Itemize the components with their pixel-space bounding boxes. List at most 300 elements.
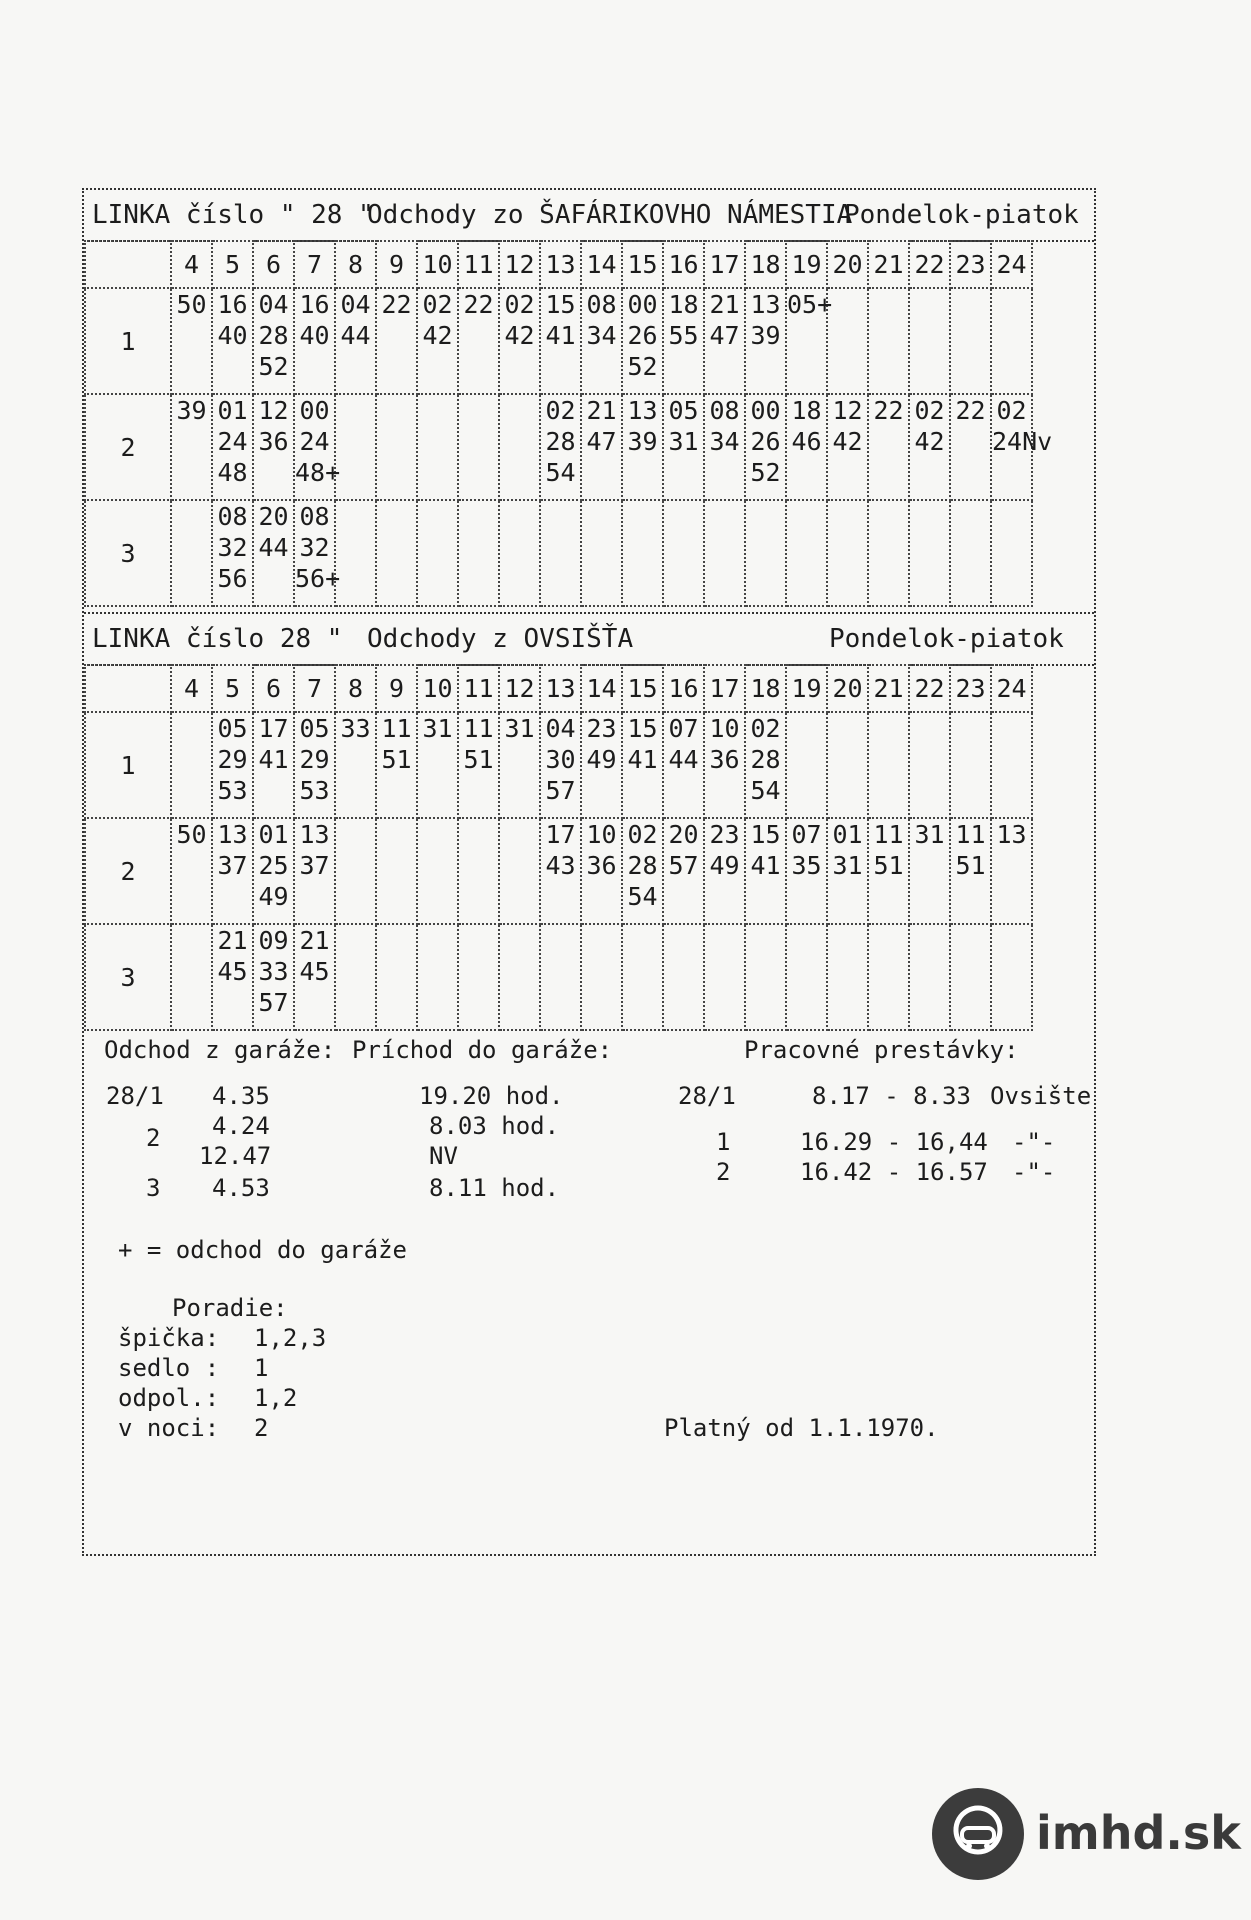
departure-minute: 13 xyxy=(627,396,658,425)
course-label: 1 xyxy=(85,288,171,394)
course-label: 1 xyxy=(85,712,171,818)
garage-out-label: Odchod z garáže: xyxy=(104,1036,336,1064)
departure-minute: 11 xyxy=(463,714,494,743)
departure-minute: 08 xyxy=(709,396,740,425)
departure-minute: 26 xyxy=(750,427,781,456)
departure-minute: 39 xyxy=(627,427,658,456)
course-row xyxy=(85,712,1032,818)
departure-minute: 54 xyxy=(750,776,781,805)
departure-minute: 00 xyxy=(750,396,781,425)
bus-logo-icon xyxy=(932,1788,1024,1880)
garage-out-time: 4.24 xyxy=(212,1112,270,1140)
hour-header: 20 xyxy=(827,665,868,712)
departure-cell xyxy=(786,712,827,818)
departure-minute: 32 xyxy=(217,533,248,562)
departure-minute: 45 xyxy=(217,957,248,986)
departure-cell xyxy=(212,500,253,606)
course-row xyxy=(85,394,1032,500)
departure-minute: 02 xyxy=(750,714,781,743)
departure-cell xyxy=(827,394,868,500)
departure-minute: 47 xyxy=(709,321,740,350)
garage-route: 28/1 xyxy=(106,1082,164,1110)
departure-cell xyxy=(663,288,704,394)
hour-header: 23 xyxy=(950,665,991,712)
departure-cell xyxy=(212,712,253,818)
garage-route: 2 xyxy=(146,1124,161,1152)
departure-cell xyxy=(294,288,335,394)
departure-minute: 51 xyxy=(463,745,494,774)
departure-cell xyxy=(540,500,581,606)
departure-cell xyxy=(950,288,991,394)
breaks-label: Pracovné prestávky: xyxy=(744,1036,1019,1064)
departure-minute: 31 xyxy=(832,851,863,880)
departure-cell xyxy=(376,500,417,606)
departure-minute: 16 xyxy=(299,290,330,319)
departure-minute: 42 xyxy=(832,427,863,456)
departure-cell xyxy=(376,924,417,1030)
departure-minute: 55 xyxy=(668,321,699,350)
departure-minute: 13 xyxy=(750,290,781,319)
order-label: špička: xyxy=(118,1324,220,1352)
break-time: 16.42 - 16.57 xyxy=(800,1158,988,1186)
garage-out-time: 4.35 xyxy=(212,1082,270,1110)
hour-header: 9 xyxy=(376,665,417,712)
hour-header: 18 xyxy=(745,241,786,288)
departure-minute: 32 xyxy=(299,533,330,562)
departure-cell xyxy=(704,924,745,1030)
course-label: 3 xyxy=(85,924,171,1030)
departure-minute: 02 xyxy=(422,290,453,319)
break-place: Ovsište xyxy=(990,1082,1092,1110)
departure-cell xyxy=(581,924,622,1030)
departure-cell xyxy=(417,818,458,924)
departure-minute: 08 xyxy=(217,502,248,531)
hour-header: 19 xyxy=(786,241,827,288)
departure-minute: 05 xyxy=(668,396,699,425)
departure-minute: 15 xyxy=(627,714,658,743)
departure-minute: 29 xyxy=(217,745,248,774)
hour-header: 10 xyxy=(417,665,458,712)
departure-minute: 07 xyxy=(668,714,699,743)
departure-minute: 04 xyxy=(545,714,576,743)
departure-cell xyxy=(786,924,827,1030)
timetable-ovsiste xyxy=(84,664,1033,1031)
timetable-safarikovo xyxy=(84,240,1053,607)
hour-header: 5 xyxy=(212,665,253,712)
departure-cell xyxy=(540,288,581,394)
departure-cell xyxy=(868,712,909,818)
garage-out-time: 4.53 xyxy=(212,1174,270,1202)
departure-cell xyxy=(417,712,458,818)
imhd-logo xyxy=(932,1788,1241,1880)
departure-cell xyxy=(950,818,991,924)
hour-header: 23 xyxy=(950,241,991,288)
departure-cell xyxy=(581,394,622,500)
departure-minute: 47 xyxy=(586,427,617,456)
departure-cell xyxy=(294,394,341,500)
departure-cell xyxy=(499,500,540,606)
hour-header: 14 xyxy=(581,241,622,288)
departure-cell xyxy=(622,712,663,818)
departure-minute: 12 xyxy=(258,396,289,425)
departure-minute: 36 xyxy=(586,851,617,880)
departure-cell xyxy=(540,712,581,818)
line-label: LINKA číslo 28 " xyxy=(92,624,343,654)
break-time: 8.17 - 8.33 xyxy=(812,1082,971,1110)
hour-header: 11 xyxy=(458,241,499,288)
departure-cell xyxy=(212,288,253,394)
hour-header: 6 xyxy=(253,665,294,712)
departure-cell xyxy=(950,924,991,1030)
departure-minute: 01 xyxy=(258,820,289,849)
watermark-text: imhd.sk xyxy=(1036,1806,1241,1860)
garage-in-time: 8.11 hod. xyxy=(429,1174,560,1202)
hour-header: 5 xyxy=(212,241,253,288)
departure-minute: 34 xyxy=(586,321,617,350)
departure-minute: 11 xyxy=(873,820,904,849)
departure-cell xyxy=(622,818,663,924)
order-value: 2 xyxy=(254,1414,269,1442)
hour-header: 12 xyxy=(499,665,540,712)
departure-minute: 54 xyxy=(545,458,576,487)
departure-cell xyxy=(704,712,745,818)
days-label: Pondelok-piatok xyxy=(844,200,1079,230)
hour-header: 7 xyxy=(294,241,335,288)
departure-cell xyxy=(868,394,909,500)
departure-cell xyxy=(622,394,663,500)
departure-cell xyxy=(458,712,499,818)
departure-minute: 41 xyxy=(545,321,576,350)
departures-title: Odchody zo ŠAFÁRIKOVHO NÁMESTIA xyxy=(367,200,853,230)
departure-minute: 46 xyxy=(791,427,822,456)
hour-header: 14 xyxy=(581,665,622,712)
departure-minute: 28 xyxy=(258,321,289,350)
departure-cell xyxy=(909,500,950,606)
break-route: 1 xyxy=(716,1128,731,1156)
departure-minute: 44 xyxy=(340,321,371,350)
departure-cell xyxy=(868,818,909,924)
departure-cell xyxy=(253,818,294,924)
departure-minute: 57 xyxy=(258,988,289,1017)
order-value: 1,2,3 xyxy=(254,1324,327,1352)
departure-cell xyxy=(868,288,909,394)
departure-cell xyxy=(294,500,341,606)
order-value: 1,2 xyxy=(254,1384,298,1412)
hour-header: 7 xyxy=(294,665,335,712)
departure-cell xyxy=(991,818,1032,924)
departure-cell xyxy=(417,924,458,1030)
departure-cell xyxy=(786,288,833,394)
hour-header: 13 xyxy=(540,241,581,288)
order-value: 1 xyxy=(254,1354,269,1382)
departure-cell xyxy=(663,818,704,924)
departure-minute: 02 xyxy=(627,820,658,849)
departure-cell xyxy=(909,288,950,394)
hour-header: 6 xyxy=(253,241,294,288)
departure-minute: 37 xyxy=(217,851,248,880)
departure-cell xyxy=(745,288,786,394)
hour-header: 24 xyxy=(991,665,1032,712)
departure-minute: 20 xyxy=(258,502,289,531)
departure-cell xyxy=(335,818,376,924)
departure-minute: 02 xyxy=(545,396,576,425)
departure-cell xyxy=(950,500,991,606)
departure-cell xyxy=(991,394,1053,500)
departure-minute: 41 xyxy=(750,851,781,880)
departure-minute: 24 xyxy=(299,427,330,456)
departure-cell xyxy=(458,924,499,1030)
departure-minute: 42 xyxy=(422,321,453,350)
hour-header: 13 xyxy=(540,665,581,712)
hour-header: 17 xyxy=(704,665,745,712)
departure-minute: 52 xyxy=(258,352,289,381)
departure-minute: 51 xyxy=(955,851,986,880)
garage-in-time: 19.20 hod. xyxy=(419,1082,564,1110)
departure-minute: 37 xyxy=(299,851,330,880)
departure-cell xyxy=(499,394,540,500)
departure-minute: 18 xyxy=(791,396,822,425)
departure-cell xyxy=(212,924,253,1030)
departure-cell xyxy=(376,394,417,500)
departure-minute: 50 xyxy=(176,820,207,849)
departure-cell xyxy=(540,394,581,500)
header-corner xyxy=(85,241,171,288)
departure-minute: 13 xyxy=(996,820,1027,849)
departure-minute: 10 xyxy=(586,820,617,849)
departure-cell xyxy=(540,924,581,1030)
departure-minute: 02 xyxy=(914,396,945,425)
departure-cell xyxy=(704,288,745,394)
departure-cell xyxy=(171,924,212,1030)
departure-minute: 04 xyxy=(258,290,289,319)
order-label: v noci: xyxy=(118,1414,220,1442)
hour-header: 12 xyxy=(499,241,540,288)
departure-cell xyxy=(663,500,704,606)
hour-header: 15 xyxy=(622,241,663,288)
departure-cell xyxy=(294,924,335,1030)
departure-cell xyxy=(704,394,745,500)
departure-minute: 48 xyxy=(217,458,248,487)
departure-minute: 49 xyxy=(586,745,617,774)
departure-minute: 22 xyxy=(381,290,412,319)
garage-out-time: 12.47 xyxy=(199,1142,272,1170)
departure-cell xyxy=(171,288,212,394)
departure-minute: 53 xyxy=(299,776,330,805)
departure-cell xyxy=(581,712,622,818)
departure-cell xyxy=(909,712,950,818)
departure-cell xyxy=(827,924,868,1030)
break-route: 28/1 xyxy=(678,1082,736,1110)
departure-minute: 04 xyxy=(340,290,371,319)
departure-cell xyxy=(622,288,663,394)
legend: + = odchod do garáže xyxy=(118,1236,407,1264)
order-label: sedlo : xyxy=(118,1354,220,1382)
departure-minute: 09 xyxy=(258,926,289,955)
departure-minute: 53 xyxy=(217,776,248,805)
hour-header: 8 xyxy=(335,665,376,712)
departure-cell xyxy=(335,288,376,394)
departure-minute: 00 xyxy=(299,396,330,425)
hour-header: 20 xyxy=(827,241,868,288)
departure-minute: 18 xyxy=(668,290,699,319)
departure-minute: 11 xyxy=(955,820,986,849)
departure-cell xyxy=(171,394,212,500)
departure-cell xyxy=(417,394,458,500)
departure-cell xyxy=(786,818,827,924)
hour-header: 9 xyxy=(376,241,417,288)
departure-minute: 34 xyxy=(709,427,740,456)
departure-minute: 56 xyxy=(217,564,248,593)
departure-cell xyxy=(335,394,376,500)
hour-header: 22 xyxy=(909,241,950,288)
departure-minute: 44 xyxy=(668,745,699,774)
hour-header: 21 xyxy=(868,241,909,288)
departure-minute: 15 xyxy=(545,290,576,319)
departure-minute: 10 xyxy=(709,714,740,743)
departure-cell xyxy=(417,500,458,606)
departure-cell xyxy=(991,500,1032,606)
departure-minute: 22 xyxy=(463,290,494,319)
break-time: 16.29 - 16,44 xyxy=(800,1128,988,1156)
departure-minute: 42 xyxy=(914,427,945,456)
departure-cell xyxy=(499,924,540,1030)
hour-header: 4 xyxy=(171,241,212,288)
departure-cell xyxy=(868,924,909,1030)
footer xyxy=(84,1036,1094,1536)
departure-minute: 13 xyxy=(299,820,330,849)
course-row xyxy=(85,924,1032,1030)
departure-minute: 56+ xyxy=(295,564,341,593)
departure-minute: 35 xyxy=(791,851,822,880)
departure-cell xyxy=(253,288,294,394)
departure-cell xyxy=(253,394,294,500)
departure-cell xyxy=(499,288,540,394)
departure-minute: 15 xyxy=(750,820,781,849)
departure-cell xyxy=(335,500,376,606)
departure-minute: 01 xyxy=(217,396,248,425)
departure-minute: 22 xyxy=(873,396,904,425)
departure-minute: 31 xyxy=(914,820,945,849)
course-label: 2 xyxy=(85,394,171,500)
departure-minute: 21 xyxy=(709,290,740,319)
departure-minute: 51 xyxy=(381,745,412,774)
hour-header: 24 xyxy=(991,241,1032,288)
departure-cell xyxy=(499,712,540,818)
departure-minute: 48+ xyxy=(295,458,341,487)
departure-cell xyxy=(458,818,499,924)
order-label: odpol.: xyxy=(118,1384,220,1412)
departure-cell xyxy=(335,924,376,1030)
departure-cell xyxy=(171,712,212,818)
departure-minute: 52 xyxy=(627,352,658,381)
departure-minute: 45 xyxy=(299,957,330,986)
departure-cell xyxy=(909,924,950,1030)
departure-minute: 08 xyxy=(299,502,330,531)
departure-cell xyxy=(950,394,991,500)
hour-header: 18 xyxy=(745,665,786,712)
hour-header: 21 xyxy=(868,665,909,712)
departure-cell xyxy=(786,394,827,500)
departure-cell xyxy=(950,712,991,818)
departure-cell xyxy=(581,288,622,394)
departure-cell xyxy=(909,818,950,924)
departure-cell xyxy=(663,394,704,500)
departure-cell xyxy=(991,924,1032,1030)
departure-cell xyxy=(868,500,909,606)
departure-minute: 05 xyxy=(217,714,248,743)
departure-cell xyxy=(376,288,417,394)
departure-cell xyxy=(745,818,786,924)
departure-minute: 36 xyxy=(709,745,740,774)
departure-cell xyxy=(745,712,786,818)
departure-minute: 40 xyxy=(299,321,330,350)
departure-minute: 31 xyxy=(668,427,699,456)
hour-header: 16 xyxy=(663,241,704,288)
departure-minute: 02 xyxy=(996,396,1027,425)
departure-cell xyxy=(704,500,745,606)
section-header-1 xyxy=(84,190,1094,242)
departure-minute: 05+ xyxy=(787,290,833,319)
departure-minute: 17 xyxy=(258,714,289,743)
departure-cell xyxy=(253,924,294,1030)
departure-cell xyxy=(294,712,335,818)
garage-in-label: Príchod do garáže: xyxy=(352,1036,613,1064)
departure-minute: 26 xyxy=(627,321,658,350)
departure-cell xyxy=(171,818,212,924)
hour-header: 4 xyxy=(171,665,212,712)
departure-minute: 50 xyxy=(176,290,207,319)
departure-minute: 43 xyxy=(545,851,576,880)
departure-minute: 05 xyxy=(299,714,330,743)
departure-cell xyxy=(991,712,1032,818)
departure-minute: 17 xyxy=(545,820,576,849)
departure-cell xyxy=(417,288,458,394)
hour-header: 15 xyxy=(622,665,663,712)
header-corner xyxy=(85,665,171,712)
departure-cell xyxy=(212,394,253,500)
departure-minute: 51 xyxy=(873,851,904,880)
course-row xyxy=(85,818,1032,924)
departure-minute: 57 xyxy=(668,851,699,880)
departure-minute: 42 xyxy=(504,321,535,350)
departures-title: Odchody z OVSIŠŤA xyxy=(367,624,634,654)
break-route: 2 xyxy=(716,1158,731,1186)
departure-cell xyxy=(253,500,294,606)
departure-cell xyxy=(458,500,499,606)
departure-minute: 08 xyxy=(586,290,617,319)
departure-minute: 02 xyxy=(504,290,535,319)
departure-minute: 33 xyxy=(258,957,289,986)
departure-minute: 23 xyxy=(586,714,617,743)
course-label: 3 xyxy=(85,500,171,606)
departure-minute: 57 xyxy=(545,776,576,805)
departure-cell xyxy=(499,818,540,924)
departure-minute: 31 xyxy=(504,714,535,743)
departure-minute: 07 xyxy=(791,820,822,849)
departure-minute: 41 xyxy=(258,745,289,774)
departure-minute: 22 xyxy=(955,396,986,425)
departure-minute: 31 xyxy=(422,714,453,743)
departure-minute: 49 xyxy=(709,851,740,880)
course-row xyxy=(85,500,1032,606)
departure-minute: 24 xyxy=(217,427,248,456)
break-place: -"- xyxy=(1012,1128,1056,1156)
departure-minute: 00 xyxy=(627,290,658,319)
valid-from: Platný od 1.1.1970. xyxy=(664,1414,939,1442)
departure-cell xyxy=(581,500,622,606)
departure-minute: 28 xyxy=(627,851,658,880)
course-label: 2 xyxy=(85,818,171,924)
